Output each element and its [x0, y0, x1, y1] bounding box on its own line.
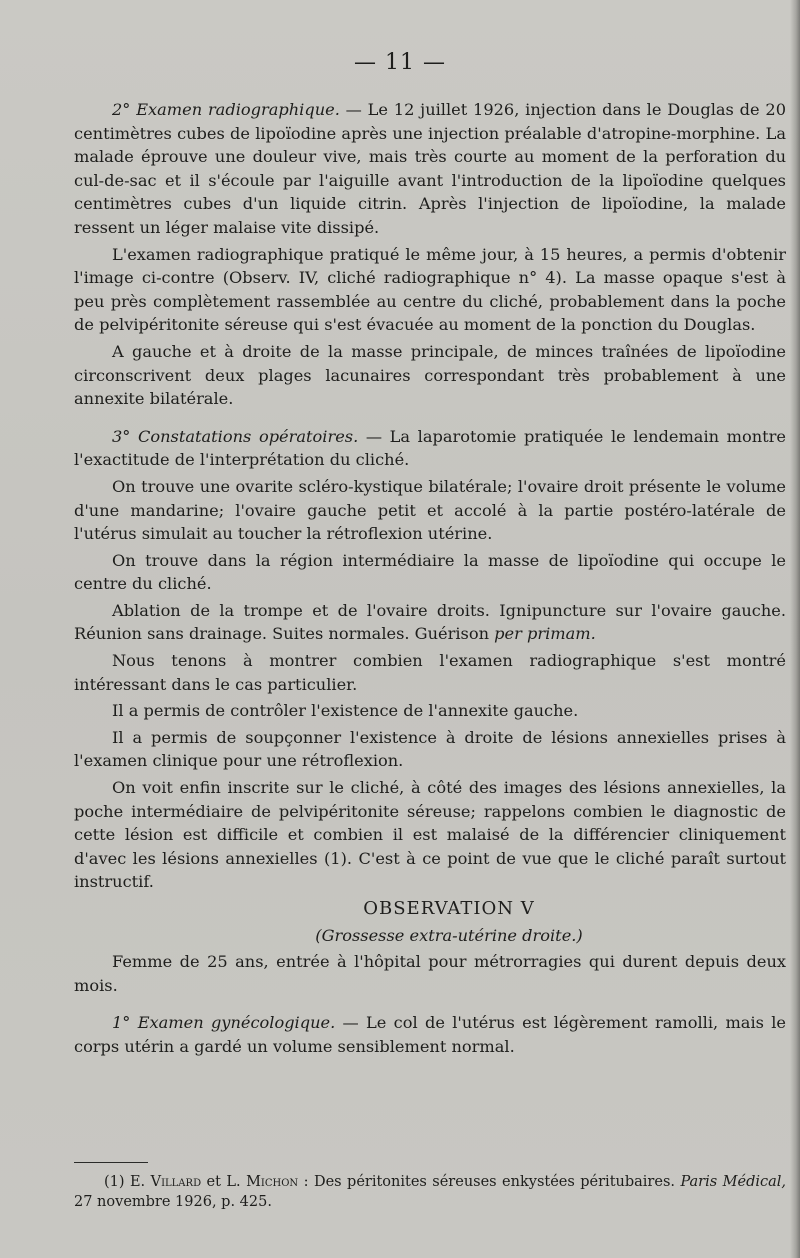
paragraph-lacunar-areas: A gauche et à droite de la masse principale, de minces traînées de lipoïodine circonscrivent deux plages lacunaires correspondant très probablement à une annexite bilatérale. [74, 341, 786, 409]
paragraph-text: — Le 12 juillet 1926, injection dans le Douglas de 20 centimètres cubes de lipoïodine après une injection préalable d'atropine-morphine. La malade éprouve une douleur vive, mais très courte au moment de la perforation du cul-de-sac et il s'écoule par l'aiguille avant l'introduction de la lipoïodine quelques centimètres cubes d'un liquide citrin. Après l'injection de lipoïodine, la malade ressent un léger malaise vite dissipé. [74, 100, 786, 237]
observation-subtitle-text: (Grossesse extra-utérine droite.) [315, 925, 583, 945]
footnote-author: Villard [150, 1174, 202, 1190]
section-heading-gynecological: 1° Examen gynécologique. [112, 1013, 336, 1033]
footnote-text: : Des péritonites séreuses enkystées péritubaires. [298, 1174, 681, 1190]
observation-title: OBSERVATION V [363, 898, 535, 919]
paragraph-suspect: Il a permis de soupçonner l'existence à droite de lésions annexielles prises à l'examen clinique pour une rétroflexion. [74, 727, 786, 771]
paragraph-text: — Le col de l'utérus est légèrement ramolli, mais le corps utérin a gardé un volume sensiblement normal. [74, 1013, 786, 1056]
footnote-number: (1) E. [104, 1174, 151, 1190]
page-edge-shadow [790, 0, 800, 1258]
footnote-date: 27 novembre 1926, p. 425. [74, 1194, 272, 1210]
section-heading-radiographic: 2° Examen radiographique. [112, 100, 340, 119]
paragraph-control: Il a permis de contrôler l'existence de l'annexite gauche. [112, 701, 579, 721]
paragraph-intermediate-region: On trouve dans la région intermédiaire la masse de lipoïodine qui occupe le centre du cliché. [74, 550, 786, 594]
body-text [74, 98, 786, 1062]
latin-phrase: per primam. [494, 624, 596, 644]
paragraph-conclusion: On voit enfin inscrite sur le cliché, à côté des images des lésions annexielles, la poche intermédiaire de pelvipéritonite séreuse; rappelons combien le diagnostic de cette lésion est difficile et combien il est malaisé de la différencier cliniquement d'avec les lésions annexielles (1). C'est à ce point de vue que le cliché paraît surtout instructif. [74, 778, 786, 892]
paragraph-text: Ablation de la trompe et de l'ovaire droits. Ignipuncture sur l'ovaire gauche. Réunion sans drainage. Suites normales. Guérison [74, 600, 786, 644]
footnote-text: et L. [201, 1174, 247, 1190]
paragraph-text: — La laparotomie pratiquée le lendemain montre l'exactitude de l'interprétation du cliché. [74, 426, 787, 470]
paragraph-ovaritis: On trouve une ovarite scléro-kystique bilatérale; l'ovaire droit présente le volume d'une mandarine; l'ovaire gauche petit et accolé à la partie postéro-latérale de l'utérus simulait au toucher la rétroflexion utérine. [74, 476, 786, 544]
paragraph-radiographic-result: L'examen radiographique pratiqué le même jour, à 15 heures, a permis d'obtenir l'image ci-contre (Observ. IV, cliché radiographique n° 4). La masse opaque s'est à peu près complètement rassemblée au centre du cliché, probablement dans la poche de pelvipéritonite séreuse qui s'est évacuée au moment de la ponction du Douglas. [74, 244, 786, 335]
paragraph-radiographic-exam [74, 98, 786, 240]
section-heading-operative: 3° Constatations opératoires. [112, 426, 359, 446]
paragraph-interest: Nous tenons à montrer combien l'examen radiographique s'est montré intéressant dans le cas particulier. [74, 651, 786, 694]
footnote-journal: Paris Médical, [680, 1174, 786, 1190]
paragraph-operative-findings [74, 425, 786, 472]
paragraph-ablation [74, 599, 786, 646]
observation-subtitle [74, 924, 786, 948]
page-number: — 11 — [354, 50, 446, 75]
footnote-author: Michon [246, 1174, 299, 1190]
paragraph-patient: Femme de 25 ans, entrée à l'hôpital pour métrorragies qui durent depuis deux mois. [74, 952, 786, 995]
paragraph-gynecological-exam [74, 1011, 786, 1058]
footnote-divider [74, 1162, 148, 1163]
footnote [74, 1172, 786, 1212]
